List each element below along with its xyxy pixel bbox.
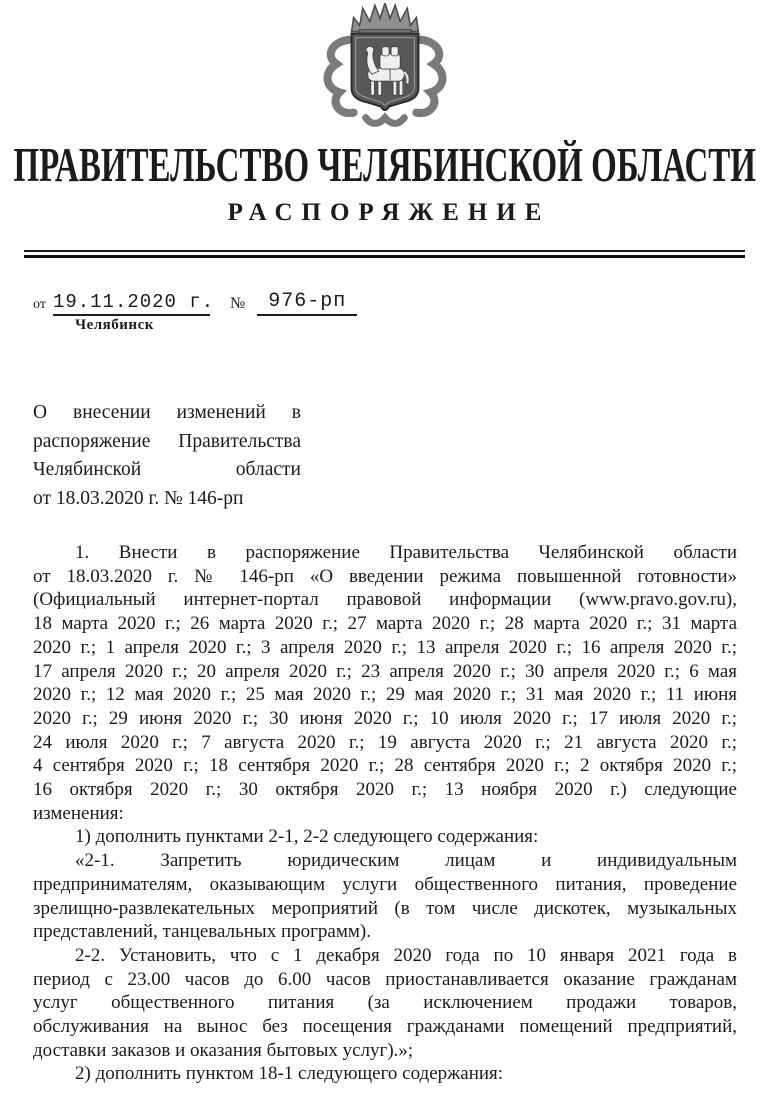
text-line: распоряжение Правительства [33, 430, 301, 452]
text-line: 2020 г.; 29 июня 2020 г.; 30 июня 2020 г.; 10 июля 2020 г.; 17 июля 2020 г.; [33, 707, 737, 729]
text-line: представлений, танцевальных программ). [33, 921, 371, 943]
government-title-text: ПРАВИТЕЛЬСТВО ЧЕЛЯБИНСКОЙ ОБЛАСТИ [13, 140, 756, 193]
text-line: обслуживания на вынос без посещения гражданами помещений предприятий, [33, 1016, 737, 1038]
text-line: 1) дополнить пунктами 2-1, 2-2 следующего содержания: [75, 826, 539, 848]
paragraph [33, 849, 737, 944]
text-line: 16 октября 2020 г.; 30 октября 2020 г.; 13 ноября 2020 г.) следующие [33, 779, 737, 801]
text-line: 2020 г.; 12 мая 2020 г.; 25 мая 2020 г.; 29 мая 2020 г.; 31 мая 2020 г.; 11 июня [33, 684, 737, 706]
paragraph [33, 944, 737, 1063]
text-line: доставки заказов и оказания бытовых услуг).»; [33, 1039, 414, 1061]
government-title [0, 140, 769, 193]
text-line: услуг общественного питания (за исключением продажи товаров, [33, 992, 737, 1014]
text-line: изменения: [33, 802, 124, 824]
text-line: 1. Внести в распоряжение Правительства Челябинской области [75, 542, 737, 563]
text-line: (Официальный интернет-портал правовой информации (www.pravo.gov.ru), [33, 589, 737, 611]
city-label: Челябинск [75, 317, 154, 333]
paragraph [33, 825, 737, 849]
text-line: предпринимателям, оказывающим услуги общественного питания, проведение [33, 873, 737, 895]
crown-icon [351, 3, 418, 36]
date-number-line [33, 290, 357, 316]
text-line: Челябинской области [33, 459, 301, 480]
text-line: О внесении изменений в [33, 402, 301, 423]
document-type-title: РАСПОРЯЖЕНИЕ [227, 199, 551, 226]
text-line: зрелищно-развлекательных мероприятий (в том числе дискотек, музыкальных [33, 897, 737, 919]
coat-of-arms [309, 3, 461, 127]
date-prefix-label: от [33, 297, 46, 312]
paragraph [33, 1062, 737, 1086]
coat-of-arms-graphic [309, 3, 461, 127]
subject-block [33, 399, 301, 513]
text-line: от 18.03.2020 г. № 146-рп «О введении режима повышенной готовности» [33, 565, 737, 587]
document-number-field: 976-рп [257, 290, 357, 316]
number-sign-label: № [229, 295, 246, 312]
paragraph [33, 541, 737, 825]
letterhead-separator-rule [24, 250, 745, 258]
text-line: «2-1. Запретить юридическим лицам и индивидуальным [75, 850, 737, 872]
text-line: 18 марта 2020 г.; 26 марта 2020 г.; 27 марта 2020 г.; 28 марта 2020 г.; 31 марта [33, 613, 737, 635]
body-text [33, 541, 737, 1086]
text-line: период с 23.00 часов до 6.00 часов приостанавливается оказание гражданам [33, 968, 737, 990]
text-line: 2020 г.; 1 апреля 2020 г.; 3 апреля 2020 г.; 13 апреля 2020 г.; 16 апреля 2020 г.; [33, 636, 737, 658]
text-line: от 18.03.2020 г. № 146-рп [33, 487, 244, 509]
date-field: 19.11.2020 г. [53, 291, 210, 316]
text-line: 4 сентября 2020 г.; 18 сентября 2020 г.; 28 сентября 2020 г.; 2 октября 2020 г.; [33, 755, 737, 777]
text-line: 24 июля 2020 г.; 7 августа 2020 г.; 19 августа 2020 г.; 21 августа 2020 г.; [33, 731, 737, 753]
text-line: 2) дополнить пунктом 18-1 следующего содержания: [75, 1063, 504, 1085]
text-line: 2-2. Установить, что с 1 декабря 2020 года по 10 января 2021 года в [75, 944, 737, 966]
text-line: 17 апреля 2020 г.; 20 апреля 2020 г.; 23 апреля 2020 г.; 30 апреля 2020 г.; 6 мая [33, 660, 737, 682]
